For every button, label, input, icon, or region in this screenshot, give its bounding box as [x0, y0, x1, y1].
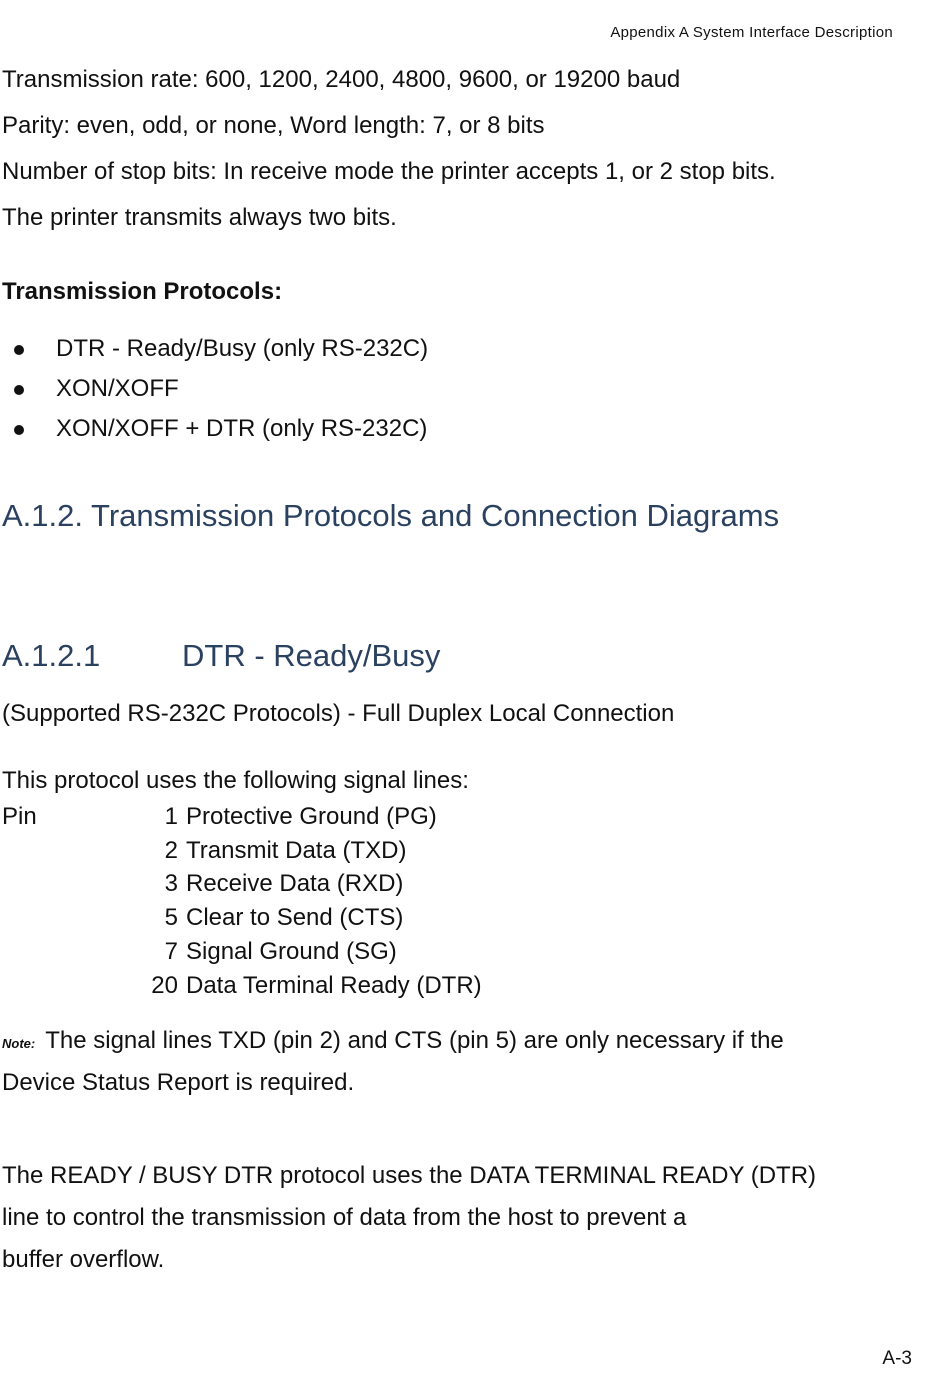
pin-description: Clear to Send (CTS) — [186, 904, 404, 932]
bullet-icon — [14, 385, 24, 395]
table-row — [2, 969, 482, 1003]
note-text: The signal lines TXD (pin 2) and CTS (pin 5) are only necessary if the — [45, 1027, 784, 1054]
table-row — [2, 868, 482, 902]
list-item — [14, 334, 428, 374]
subsection-number: A.1.2.1 — [2, 638, 101, 673]
pin-description: Receive Data (RXD) — [186, 870, 404, 898]
note-line-2: Device Status Report is required. — [2, 1069, 355, 1096]
bullet-icon — [14, 425, 24, 435]
list-item-text: XON/XOFF — [56, 375, 179, 402]
protocols-title: Transmission Protocols: — [2, 278, 283, 305]
subsection-title: DTR - Ready/Busy — [182, 638, 441, 673]
table-row — [2, 800, 482, 834]
page-number: A-3 — [882, 1348, 912, 1369]
supported-protocols-line: (Supported RS-232C Protocols) - Full Duplex Local Connection — [2, 700, 675, 727]
protocols-list — [14, 334, 428, 454]
pin-number: 7 — [164, 938, 178, 966]
description-line-3: buffer overflow. — [2, 1246, 165, 1273]
pin-table — [2, 800, 482, 1003]
transmit-bits-line: The printer transmits always two bits. — [2, 204, 397, 231]
section-heading: A.1.2. Transmission Protocols and Connection Diagrams — [2, 498, 780, 533]
bullet-icon — [14, 345, 24, 355]
list-item-text: DTR - Ready/Busy (only RS-232C) — [56, 335, 429, 362]
note-label: Note: — [2, 1036, 36, 1051]
pin-number: 1 — [164, 802, 178, 830]
pin-number: 5 — [164, 904, 178, 932]
description-line-2: line to control the transmission of data from the host to prevent a — [2, 1204, 687, 1231]
signal-lines-intro: This protocol uses the following signal lines: — [2, 767, 469, 794]
description-line-1: The READY / BUSY DTR protocol uses the DATA TERMINAL READY (DTR) — [2, 1162, 817, 1189]
pin-number: 20 — [151, 971, 178, 999]
pin-description: Data Terminal Ready (DTR) — [186, 971, 482, 999]
pin-description: Transmit Data (TXD) — [186, 836, 407, 864]
table-row — [2, 935, 482, 969]
list-item-text: XON/XOFF + DTR (only RS-232C) — [56, 415, 428, 442]
pin-description: Signal Ground (SG) — [186, 938, 397, 966]
list-item — [14, 414, 428, 454]
table-row — [2, 901, 482, 935]
pin-number: 3 — [164, 870, 178, 898]
table-row — [2, 834, 482, 868]
note-line-1 — [2, 1027, 784, 1055]
list-item — [14, 374, 428, 414]
subsection-heading — [2, 638, 440, 674]
pin-label: Pin — [2, 802, 37, 830]
stop-bits-line: Number of stop bits: In receive mode the printer accepts 1, or 2 stop bits. — [2, 158, 776, 185]
pin-number: 2 — [164, 836, 178, 864]
running-header: Appendix A System Interface Description — [610, 24, 893, 41]
parity-line: Parity: even, odd, or none, Word length: 7, or 8 bits — [2, 112, 545, 139]
transmission-rate-line: Transmission rate: 600, 1200, 2400, 4800, 9600, or 19200 baud — [2, 66, 681, 93]
pin-description: Protective Ground (PG) — [186, 802, 437, 830]
